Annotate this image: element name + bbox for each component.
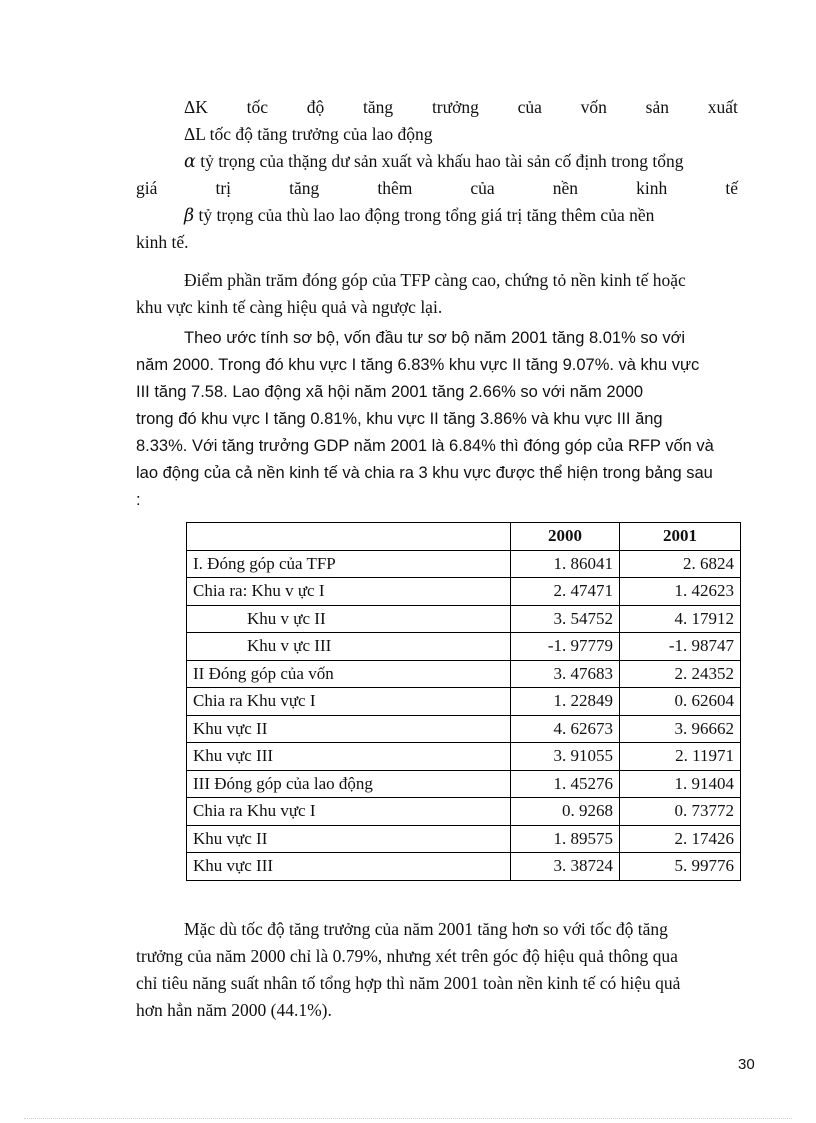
value-2001: 2. 6824 <box>620 550 741 578</box>
value-2000: 3. 91055 <box>511 743 620 771</box>
value-2001: 2. 24352 <box>620 660 741 688</box>
value-2000: 1. 86041 <box>511 550 620 578</box>
row-label: Khu vực III <box>187 853 511 881</box>
value-2000: -1. 97779 <box>511 633 620 661</box>
tfp-paragraph: Điểm phần trăm đóng góp của TFP càng cao, chứng tỏ nền kinh tế hoặc khu vực kinh tế càng hiệu quả và ngược lại. <box>136 270 686 317</box>
beta-line-continued: kinh tế. <box>136 232 189 252</box>
row-label: Khu vực II <box>187 715 511 743</box>
value-2001: 0. 62604 <box>620 688 741 716</box>
value-2000: 1. 89575 <box>511 825 620 853</box>
row-label: Khu vực II <box>187 825 511 853</box>
beta-symbol: β <box>184 206 195 226</box>
value-2001: 2. 17426 <box>620 825 741 853</box>
table-header-cell: 2000 <box>511 523 620 551</box>
page-number: 30 <box>738 1056 755 1073</box>
row-label: Khu vực III <box>187 743 511 771</box>
table-header-cell <box>187 523 511 551</box>
beta-line: β tỷ trọng của thù lao lao động trong tổng giá trị tăng thêm của nền <box>184 205 655 226</box>
table-row <box>187 633 741 661</box>
value-2000: 1. 45276 <box>511 770 620 798</box>
row-label: Khu v ực III <box>187 633 511 661</box>
estimate-paragraph: Theo ước tính sơ bộ, vốn đầu tư sơ bộ năm 2001 tăng 8.01% so với năm 2000. Trong đó khu vực I tăng 6.83% khu vực II tăng 9.07%. và khu vực III tăng 7.58. Lao động xã hội năm 2001 tăng 2.66% so với năm 2000 trong đó khu vực I tăng 0.81%, khu vực II tăng 3.86% và khu vực III ăng 8.33%. Với tăng trưởng GDP năm 2001 là 6.84% thì đóng góp của RFP vốn và lao động của cả nền kinh tế và chia ra 3 khu vực được thể hiện trong bảng sau : <box>136 329 714 509</box>
value-2001: 3. 96662 <box>620 715 741 743</box>
alpha-symbol: α <box>184 152 196 172</box>
delta-l-line: ΔL tốc độ tăng trưởng của lao động <box>184 124 433 144</box>
table-header-cell: 2001 <box>620 523 741 551</box>
conclusion-paragraph: Mặc dù tốc độ tăng trưởng của năm 2001 tăng hơn so với tốc độ tăng trưởng của năm 2000 chỉ là 0.79%, nhưng xét trên góc độ hiệu quả thông qua chỉ tiêu năng suất nhân tố tổng hợp thì năm 2001 toàn nền kinh tế có hiệu quả hơn hẳn năm 2000 (44.1%). <box>136 919 681 1020</box>
table-row <box>187 550 741 578</box>
row-label: Chia ra: Khu v ực I <box>187 578 511 606</box>
value-2000: 3. 47683 <box>511 660 620 688</box>
footer-divider <box>24 1118 792 1119</box>
table-row <box>187 770 741 798</box>
row-label: Chia ra Khu vực I <box>187 798 511 826</box>
table-row <box>187 660 741 688</box>
value-2000: 2. 47471 <box>511 578 620 606</box>
table-row <box>187 798 741 826</box>
alpha-line-continued: giá trị tăng thêm của nền kinh tế <box>136 178 738 198</box>
row-label: I. Đóng góp của TFP <box>187 550 511 578</box>
value-2001: 1. 42623 <box>620 578 741 606</box>
contribution-table <box>186 522 741 881</box>
value-2000: 1. 22849 <box>511 688 620 716</box>
value-2001: 1. 91404 <box>620 770 741 798</box>
value-2000: 0. 9268 <box>511 798 620 826</box>
value-2001: 0. 73772 <box>620 798 741 826</box>
value-2001: 5. 99776 <box>620 853 741 881</box>
row-label: III Đóng góp của lao động <box>187 770 511 798</box>
value-2001: 4. 17912 <box>620 605 741 633</box>
table-row <box>187 688 741 716</box>
row-label: Khu v ực II <box>187 605 511 633</box>
row-label: Chia ra Khu vực I <box>187 688 511 716</box>
value-2001: 2. 11971 <box>620 743 741 771</box>
definitions-block <box>136 94 738 256</box>
delta-k-line: ΔK tốc độ tăng trưởng của vốn sản xuất <box>184 97 738 117</box>
value-2000: 4. 62673 <box>511 715 620 743</box>
alpha-line: α tỷ trọng của thặng dư sản xuất và khấu hao tài sản cố định trong tổng <box>184 151 684 172</box>
table-row <box>187 605 741 633</box>
value-2001: -1. 98747 <box>620 633 741 661</box>
row-label: II Đóng góp của vốn <box>187 660 511 688</box>
table-row <box>187 743 741 771</box>
table-row <box>187 715 741 743</box>
table-row <box>187 578 741 606</box>
table-row <box>187 825 741 853</box>
table-row <box>187 853 741 881</box>
table-header-row <box>187 523 741 551</box>
value-2000: 3. 54752 <box>511 605 620 633</box>
value-2000: 3. 38724 <box>511 853 620 881</box>
